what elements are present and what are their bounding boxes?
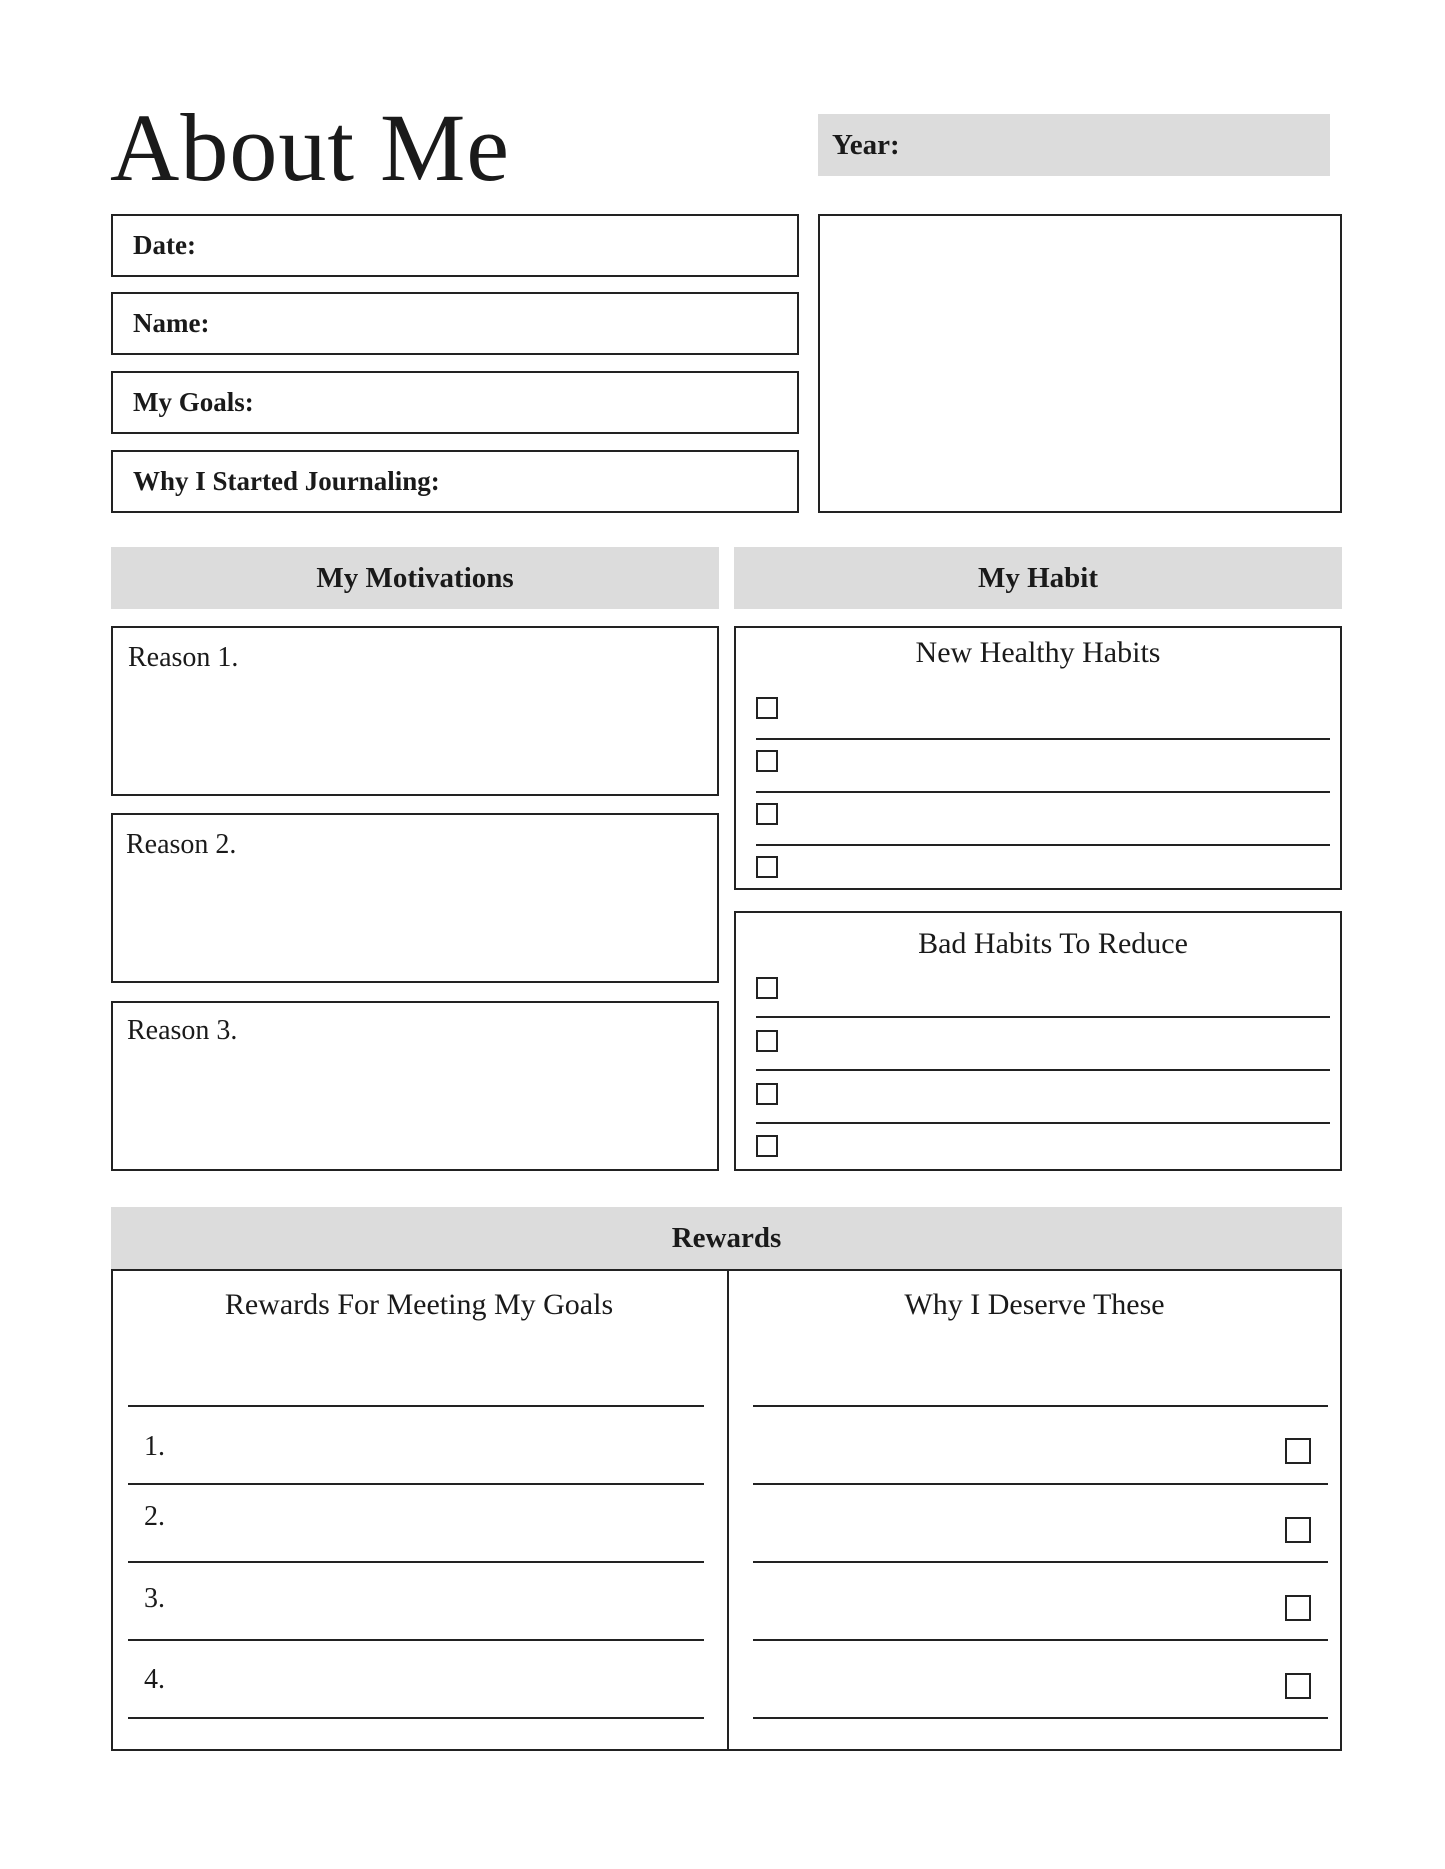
checkbox[interactable] [756,856,778,878]
rewards-right-title: Why I Deserve These [904,1288,1165,1321]
reward-number-4: 4. [144,1664,165,1695]
motivations-heading: My Motivations [316,561,514,594]
habit-heading: My Habit [977,561,1099,594]
write-line[interactable] [753,1483,1328,1485]
write-line[interactable] [756,1016,1330,1018]
bad-habits-title: Bad Habits To Reduce [918,927,1188,960]
new-habits-title: New Healthy Habits [915,636,1161,669]
rewards-table [111,1269,1342,1751]
write-line[interactable] [756,738,1330,740]
journaling-reason-field[interactable] [111,450,799,513]
checkbox[interactable] [756,1135,778,1157]
reason-box-2[interactable] [111,813,719,983]
checkbox[interactable] [1285,1517,1311,1543]
goals-label: My Goals: [133,387,254,417]
column-divider [727,1271,729,1749]
checkbox[interactable] [756,1030,778,1052]
write-line[interactable] [128,1717,704,1719]
checkbox[interactable] [1285,1673,1311,1699]
reason-label-2: Reason 2. [126,829,237,860]
write-line[interactable] [753,1639,1328,1641]
reward-number-3: 3. [144,1583,165,1614]
reason-box-3[interactable] [111,1001,719,1171]
year-label: Year: [832,128,900,161]
habit-header [734,547,1342,609]
write-line[interactable] [128,1405,704,1407]
rewards-heading: Rewards [671,1221,782,1254]
checkbox[interactable] [756,697,778,719]
goals-field[interactable] [111,371,799,434]
date-label: Date: [133,230,196,260]
checkbox[interactable] [1285,1438,1311,1464]
write-line[interactable] [753,1405,1328,1407]
checkbox[interactable] [756,1083,778,1105]
reason-box-1[interactable] [111,626,719,796]
journaling-reason-label: Why I Started Journaling: [133,466,440,496]
page-title: About Me [110,94,510,201]
checkbox[interactable] [756,803,778,825]
rewards-left-title: Rewards For Meeting My Goals [224,1288,614,1321]
reward-number-2: 2. [144,1501,165,1532]
write-line[interactable] [128,1639,704,1641]
reason-label-3: Reason 3. [127,1015,238,1046]
write-line[interactable] [128,1561,704,1563]
write-line[interactable] [756,791,1330,793]
reason-label-1: Reason 1. [128,642,239,673]
photo-box[interactable] [818,214,1342,513]
checkbox[interactable] [756,750,778,772]
write-line[interactable] [753,1561,1328,1563]
write-line[interactable] [756,1069,1330,1071]
checkbox[interactable] [756,977,778,999]
new-habits-box [734,626,1342,890]
name-field[interactable] [111,292,799,355]
name-label: Name: [133,308,210,338]
write-line[interactable] [756,844,1330,846]
date-field[interactable] [111,214,799,277]
motivations-header [111,547,719,609]
year-field[interactable] [818,114,1330,176]
bad-habits-box [734,911,1342,1171]
rewards-header [111,1207,1342,1269]
write-line[interactable] [128,1483,704,1485]
checkbox[interactable] [1285,1595,1311,1621]
write-line[interactable] [753,1717,1328,1719]
write-line[interactable] [756,1122,1330,1124]
reward-number-1: 1. [144,1431,165,1462]
